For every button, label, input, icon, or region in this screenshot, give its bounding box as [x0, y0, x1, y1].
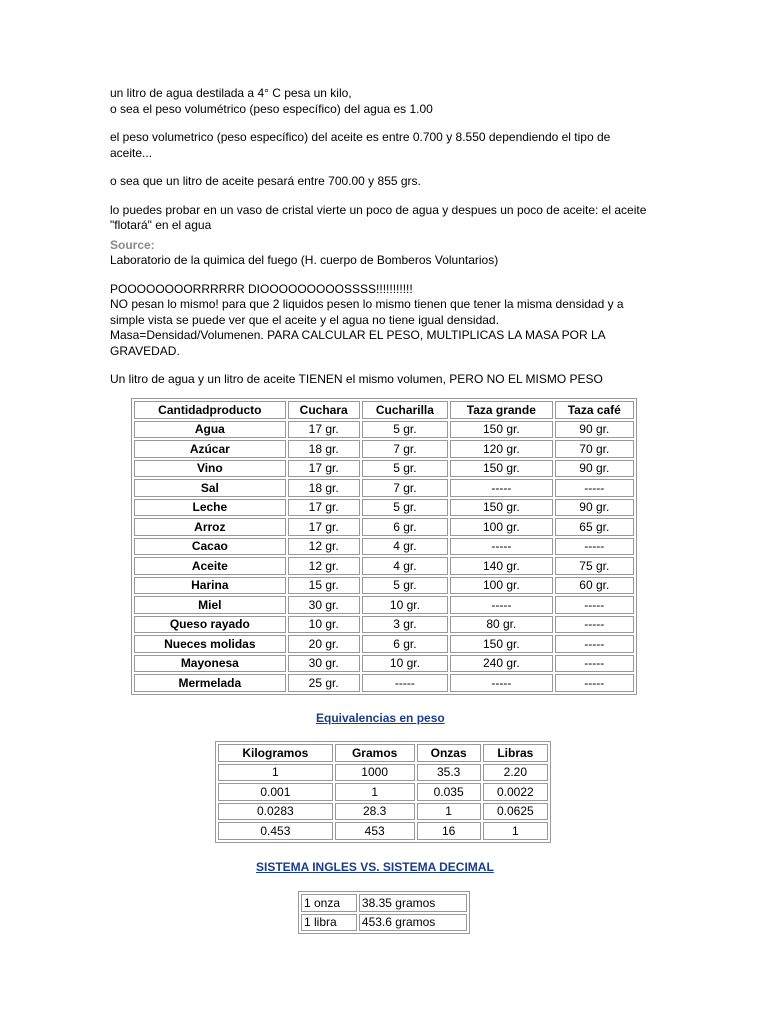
table-cell: 453.6 gramos [359, 914, 467, 932]
column-header: Cuchara [288, 401, 360, 419]
food-measures-table [131, 398, 637, 695]
table-cell: Azúcar [134, 440, 286, 458]
column-header: Libras [483, 744, 548, 762]
table-row [134, 655, 634, 673]
table-row [134, 616, 634, 634]
table-cell: 18 gr. [288, 440, 360, 458]
table-row [218, 764, 548, 782]
table-cell: Arroz [134, 518, 286, 536]
table-cell: 0.035 [417, 783, 481, 801]
column-header: Taza grande [450, 401, 552, 419]
table-cell: ----- [555, 655, 634, 673]
table-cell: 5 gr. [362, 460, 448, 478]
table-cell: 7 gr. [362, 440, 448, 458]
oil-weight-paragraph: o sea que un litro de aceite pesará entre 700.00 y 855 grs. [110, 174, 421, 188]
table-cell: 1 [335, 783, 415, 801]
table-cell: 2.20 [483, 764, 548, 782]
table-cell: 35.3 [417, 764, 481, 782]
table-cell: ----- [555, 479, 634, 497]
table-cell: 150 gr. [450, 635, 552, 653]
table-cell: 1 [483, 822, 548, 840]
table-cell: ----- [362, 674, 448, 692]
table-cell: 20 gr. [288, 635, 360, 653]
table-cell: 1 [218, 764, 333, 782]
table-cell: 75 gr. [555, 557, 634, 575]
experiment-paragraph: lo puedes probar en un vaso de cristal vierte un poco de agua y despues un poco de aceite: el aceite "flotará" en el agua [110, 202, 647, 232]
table-cell: 6 gr. [362, 635, 448, 653]
table-cell: 65 gr. [555, 518, 634, 536]
table-row [301, 914, 467, 932]
table-cell: 100 gr. [450, 518, 552, 536]
table-cell: 0.001 [218, 783, 333, 801]
table-cell: 38.35 gramos [359, 894, 467, 912]
table-cell: 70 gr. [555, 440, 634, 458]
table-cell: 4 gr. [362, 557, 448, 575]
column-header: Kilogramos [218, 744, 333, 762]
table-row [134, 538, 634, 556]
table-cell: 60 gr. [555, 577, 634, 595]
table-cell: 90 gr. [555, 421, 634, 439]
table-cell: ----- [555, 616, 634, 634]
column-header: Cucharilla [362, 401, 448, 419]
table-cell: 1000 [335, 764, 415, 782]
table-cell: 10 gr. [288, 616, 360, 634]
table-cell: 28.3 [335, 803, 415, 821]
table-row [134, 557, 634, 575]
table-cell: 80 gr. [450, 616, 552, 634]
table-cell: 0.0283 [218, 803, 333, 821]
table-row [134, 674, 634, 692]
table-cell: ----- [450, 674, 552, 692]
table-cell: Agua [134, 421, 286, 439]
table-cell: 150 gr. [450, 421, 552, 439]
table-cell: ----- [450, 538, 552, 556]
table-row [218, 822, 548, 840]
table-cell: 120 gr. [450, 440, 552, 458]
table-cell: 1 [417, 803, 481, 821]
column-header: Onzas [417, 744, 481, 762]
table-cell: 6 gr. [362, 518, 448, 536]
table-cell: 12 gr. [288, 557, 360, 575]
table-cell: 150 gr. [450, 499, 552, 517]
table-cell: Sal [134, 479, 286, 497]
table-cell: 10 gr. [362, 655, 448, 673]
table-cell: 17 gr. [288, 518, 360, 536]
table-cell: Vino [134, 460, 286, 478]
intro-line-1: un litro de agua destilada a 4° C pesa un kilo, [110, 86, 352, 100]
system-conversion-table [298, 891, 470, 934]
density-explanation: NO pesan lo mismo! para que 2 liquidos pesen lo mismo tienen que tener la misma densidad y a simple vista se puede ver que el aceite y el agua no tiene igual densidad. Masa=Densidad/Volumenen. PARA CALCULAR EL PESO, MULTIPLICAS LA MASA POR LA GRAVEDAD. [110, 297, 624, 358]
table-cell: ----- [555, 674, 634, 692]
table-cell: ----- [555, 635, 634, 653]
table-cell: 3 gr. [362, 616, 448, 634]
table-cell: Nueces molidas [134, 635, 286, 653]
table-row [218, 803, 548, 821]
sistema-heading-link[interactable]: SISTEMA INGLES VS. SISTEMA DECIMAL [256, 860, 494, 874]
table-cell: 15 gr. [288, 577, 360, 595]
table-cell: ----- [555, 538, 634, 556]
table-cell: ----- [450, 596, 552, 614]
table-cell: Harina [134, 577, 286, 595]
table-cell: 5 gr. [362, 577, 448, 595]
table-cell: 150 gr. [450, 460, 552, 478]
table-cell: Leche [134, 499, 286, 517]
table-cell: 17 gr. [288, 460, 360, 478]
table-cell: 5 gr. [362, 499, 448, 517]
table-cell: Cacao [134, 538, 286, 556]
table-row [301, 894, 467, 912]
table-cell: Mayonesa [134, 655, 286, 673]
table-cell: 90 gr. [555, 460, 634, 478]
volume-weight-statement: Un litro de agua y un litro de aceite TIENEN el mismo volumen, PERO NO EL MISMO PESO [110, 372, 603, 386]
table-row [134, 440, 634, 458]
table-cell: 0.0022 [483, 783, 548, 801]
source-text: Laboratorio de la quimica del fuego (H. cuerpo de Bomberos Voluntarios) [110, 253, 499, 267]
weight-equivalence-table [215, 741, 551, 843]
column-header: Taza café [555, 401, 634, 419]
table-cell: 1 onza [301, 894, 357, 912]
table-cell: ----- [555, 596, 634, 614]
table-cell: Aceite [134, 557, 286, 575]
table-cell: 5 gr. [362, 421, 448, 439]
table-row [134, 518, 634, 536]
source-label: Source: [110, 237, 155, 252]
table-cell: Mermelada [134, 674, 286, 692]
table-row [134, 460, 634, 478]
table-cell: 140 gr. [450, 557, 552, 575]
table-cell: 12 gr. [288, 538, 360, 556]
table-cell: 0.453 [218, 822, 333, 840]
table-row [134, 421, 634, 439]
equivalencias-heading-link[interactable]: Equivalencias en peso [316, 711, 445, 725]
article-body [110, 86, 655, 388]
table-cell: 240 gr. [450, 655, 552, 673]
table-row [134, 499, 634, 517]
table-row [134, 635, 634, 653]
table-cell: 1 libra [301, 914, 357, 932]
exclamation-line: POOOOOOOORRRRRR DIOOOOOOOOOSSSS!!!!!!!!!!! [110, 281, 413, 296]
column-header: Cantidadproducto [134, 401, 286, 419]
table-cell: 16 [417, 822, 481, 840]
table-cell: 25 gr. [288, 674, 360, 692]
table-row [134, 596, 634, 614]
table-cell: ----- [450, 479, 552, 497]
table-cell: 0.0625 [483, 803, 548, 821]
table-cell: Miel [134, 596, 286, 614]
table-cell: 30 gr. [288, 655, 360, 673]
table-cell: 90 gr. [555, 499, 634, 517]
table-row [134, 577, 634, 595]
table-cell: 18 gr. [288, 479, 360, 497]
table-cell: Queso rayado [134, 616, 286, 634]
table-cell: 453 [335, 822, 415, 840]
table-cell: 17 gr. [288, 499, 360, 517]
table-cell: 100 gr. [450, 577, 552, 595]
table-row [134, 479, 634, 497]
column-header: Gramos [335, 744, 415, 762]
oil-density-paragraph: el peso volumetrico (peso específico) del aceite es entre 0.700 y 8.550 dependiendo el tipo de aceite... [110, 130, 611, 160]
intro-line-2: o sea el peso volumétrico (peso específico) del agua es 1.00 [110, 101, 433, 116]
table-cell: 10 gr. [362, 596, 448, 614]
table-row [218, 783, 548, 801]
table-cell: 17 gr. [288, 421, 360, 439]
table-cell: 30 gr. [288, 596, 360, 614]
table-cell: 4 gr. [362, 538, 448, 556]
table-cell: 7 gr. [362, 479, 448, 497]
